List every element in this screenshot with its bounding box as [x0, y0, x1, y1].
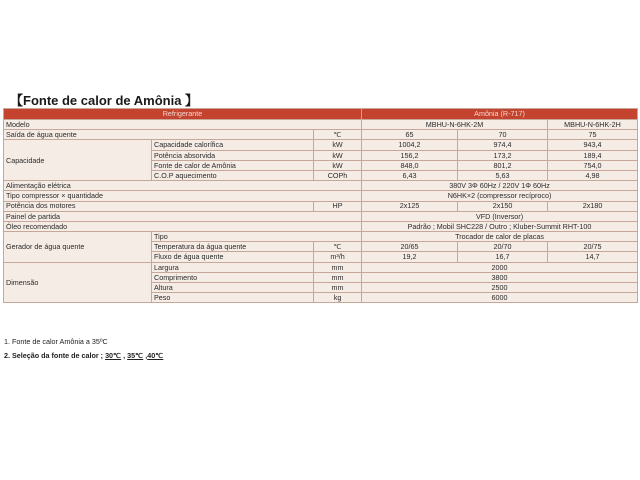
unit-cell: ℃ [314, 130, 362, 140]
cell-value: 848,0 [362, 160, 458, 170]
row-label: Saída de água quente [4, 130, 314, 140]
cell-value: 5,63 [458, 170, 548, 180]
cell-value: 65 [362, 130, 458, 140]
cell-value: 2000 [362, 262, 638, 272]
note-2-separator: , [145, 351, 148, 360]
sub-label: Capacidade calorífica [152, 140, 314, 150]
cell-value: 380V 3Φ 60Hz / 220V 1Φ 60Hz [362, 181, 638, 191]
cell-value: 20/70 [458, 242, 548, 252]
table-header-row [4, 109, 638, 120]
unit-cell: COPh [314, 170, 362, 180]
table-row [4, 181, 638, 191]
cell-value: 3800 [362, 272, 638, 282]
note-1: 1. Fonte de calor Amônia a 35ºC [4, 337, 108, 346]
cell-value: 14,7 [548, 252, 638, 262]
cell-value: 70 [458, 130, 548, 140]
unit-cell: m³/h [314, 252, 362, 262]
row-label: Potência dos motores [4, 201, 314, 211]
cell-value: 75 [548, 130, 638, 140]
cell-value: 6,43 [362, 170, 458, 180]
table-row [4, 211, 638, 221]
sub-label: Tipo [152, 232, 362, 242]
unit-cell: mm [314, 283, 362, 293]
row-label: Tipo compressor × quantidade [4, 191, 362, 201]
note-2-option-35: 35℃ [127, 351, 144, 360]
table-row [4, 191, 638, 201]
cell-value: 19,2 [362, 252, 458, 262]
table-row [4, 120, 638, 130]
group-label: Dimensão [4, 262, 152, 303]
unit-cell: mm [314, 272, 362, 282]
sub-label: Fonte de calor de Amônia [152, 160, 314, 170]
cell-value: 2x150 [458, 201, 548, 211]
row-label: Óleo recomendado [4, 221, 362, 231]
sub-label: Temperatura da água quente [152, 242, 314, 252]
table-row [4, 130, 638, 140]
sub-label: C.O.P aquecimento [152, 170, 314, 180]
note-2-option-30: 30℃ [105, 351, 122, 360]
row-label: Painel de partida [4, 211, 362, 221]
unit-cell: HP [314, 201, 362, 211]
note-2-prefix: 2. Seleção da fonte de calor ; [4, 351, 104, 360]
page-title: 【Fonte de calor de Amônia 】 [10, 93, 199, 108]
cell-value: MBHU-N-6HK-2H [548, 120, 638, 130]
unit-cell: kW [314, 150, 362, 160]
note-2-separator: , [123, 351, 126, 360]
row-label: Alimentação elétrica [4, 181, 362, 191]
unit-cell: kW [314, 140, 362, 150]
unit-cell: kg [314, 293, 362, 303]
unit-cell: ℃ [314, 242, 362, 252]
table-row [4, 232, 638, 242]
note-2 [4, 351, 163, 360]
cell-value: 801,2 [458, 160, 548, 170]
unit-cell: mm [314, 262, 362, 272]
cell-value: Padrão ; Mobil SHC228 / Outro ; Kluber-Summit RHT-100 [362, 221, 638, 231]
refrigerant-value: Amônia (R-717) [362, 109, 638, 120]
spec-table [3, 108, 638, 303]
cell-value: MBHU-N-6HK-2M [362, 120, 548, 130]
cell-value: 974,4 [458, 140, 548, 150]
table-row [4, 201, 638, 211]
unit-cell: kW [314, 160, 362, 170]
cell-value: 2500 [362, 283, 638, 293]
cell-value: 2x180 [548, 201, 638, 211]
refrigerant-label: Refrigerante [4, 109, 362, 120]
cell-value: 20/75 [548, 242, 638, 252]
row-label: Modelo [4, 120, 362, 130]
cell-value: 16,7 [458, 252, 548, 262]
table-row [4, 262, 638, 272]
cell-value: 943,4 [548, 140, 638, 150]
cell-value: 2x125 [362, 201, 458, 211]
sub-label: Peso [152, 293, 314, 303]
note-2-option-40: 40℃ [147, 351, 164, 360]
cell-value: 4,98 [548, 170, 638, 180]
table-row [4, 221, 638, 231]
cell-value: 189,4 [548, 150, 638, 160]
table-row [4, 140, 638, 150]
cell-value: 156,2 [362, 150, 458, 160]
sub-label: Comprimento [152, 272, 314, 282]
sub-label: Altura [152, 283, 314, 293]
cell-value: N6HK×2 (compressor recíproco) [362, 191, 638, 201]
cell-value: Trocador de calor de placas [362, 232, 638, 242]
sub-label: Potência absorvida [152, 150, 314, 160]
group-label: Gerador de água quente [4, 232, 152, 263]
cell-value: 6000 [362, 293, 638, 303]
cell-value: 173,2 [458, 150, 548, 160]
cell-value: 20/65 [362, 242, 458, 252]
cell-value: 754,0 [548, 160, 638, 170]
sub-label: Fluxo de água quente [152, 252, 314, 262]
cell-value: 1004,2 [362, 140, 458, 150]
sub-label: Largura [152, 262, 314, 272]
group-label: Capacidade [4, 140, 152, 181]
cell-value: VFD (Inversor) [362, 211, 638, 221]
